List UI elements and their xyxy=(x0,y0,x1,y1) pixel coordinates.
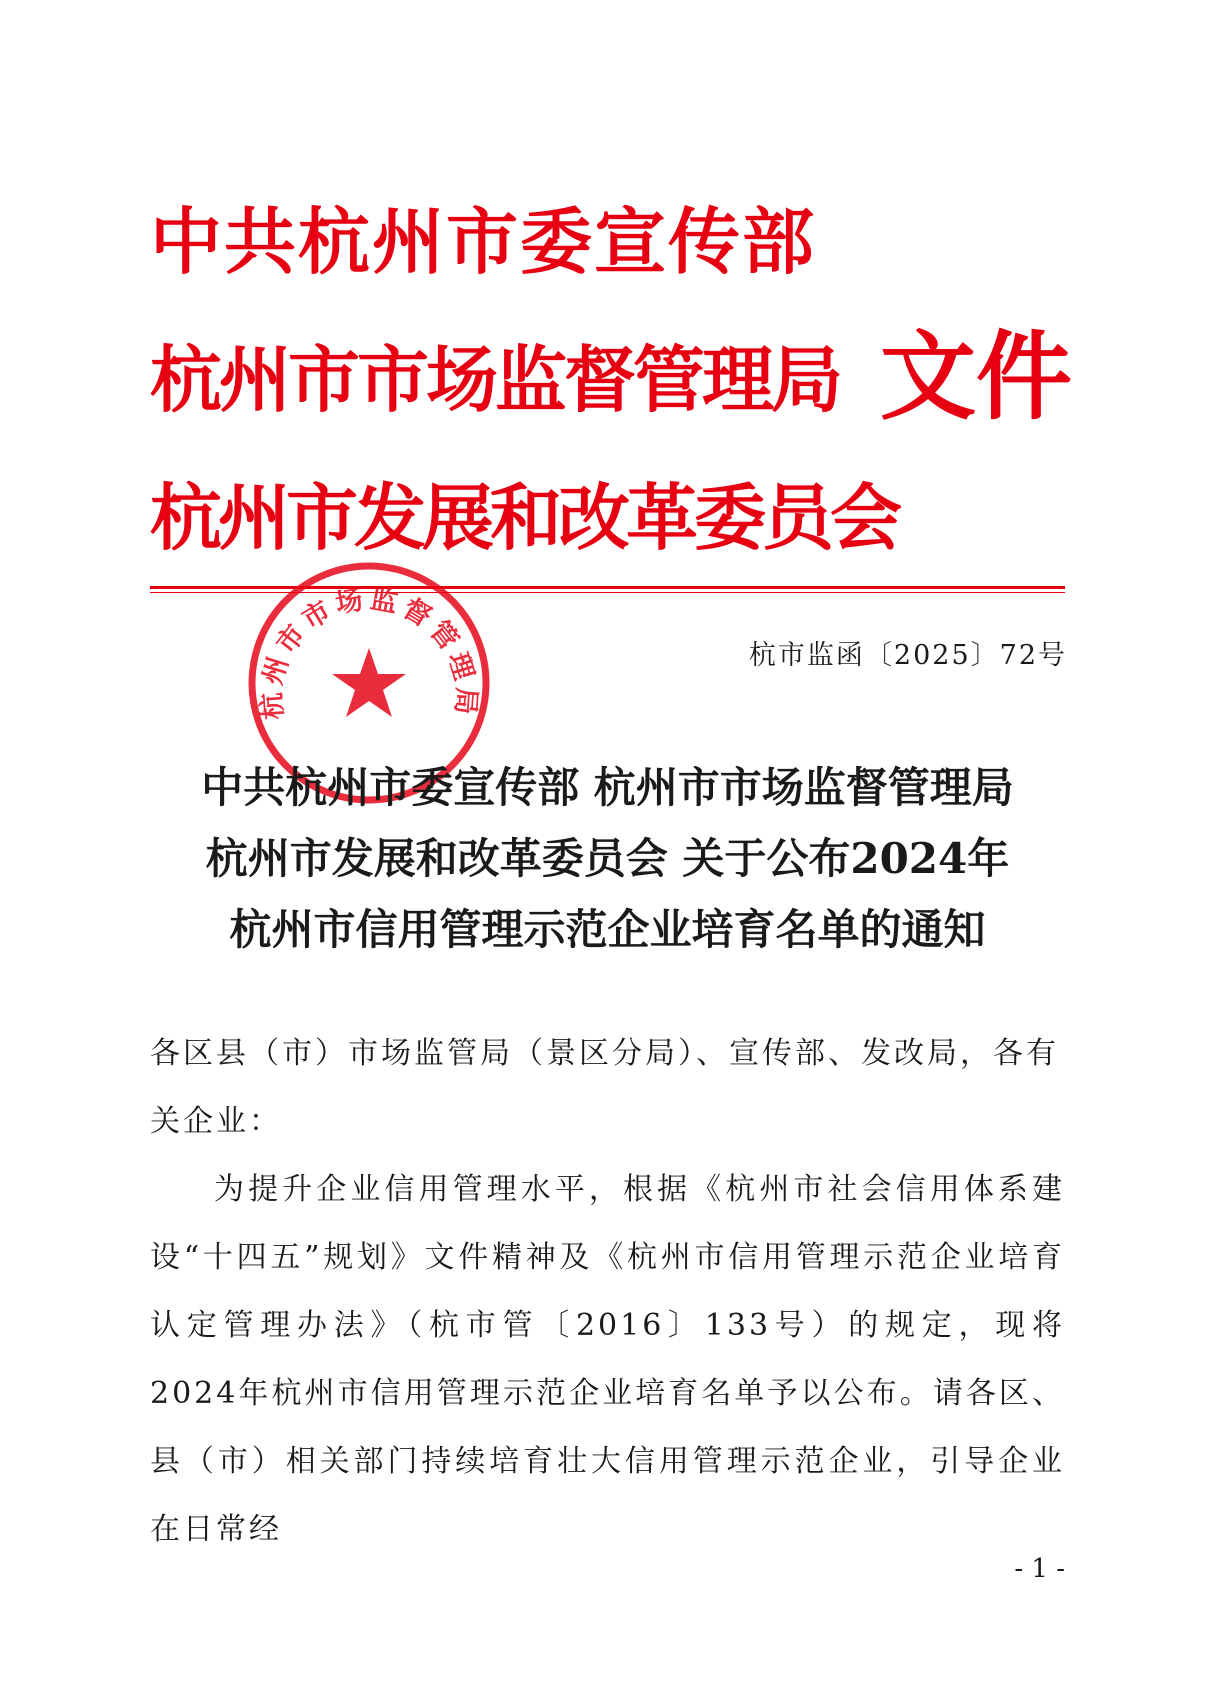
title-line-1: 中共杭州市委宣传部 杭州市市场监督管理局 xyxy=(201,763,1014,812)
body-paragraph: 为提升企业信用管理水平，根据《杭州市社会信用体系建设“十四五”规划》文件精神及《杭州市信用管理示范企业培育认定管理办法》（杭市管〔2016〕133号）的规定，现将2024年杭州市信用管理示范企业培育名单予以公布。请各区、县（市）相关部门持续培育壮大信用管理示范企业，引导企业在日常经 xyxy=(150,1172,1065,1547)
document-mark: 文件 xyxy=(880,320,1072,433)
issuing-org-1: 中共杭州市委宣传部 xyxy=(150,200,817,284)
title-line-2: 杭州市发展和改革委员会 关于公布2024年 xyxy=(205,834,1010,883)
salutation: 各区县（市）市场监管局（景区分局）、宣传部、发改局，各有关企业： xyxy=(150,1036,1059,1139)
issuing-org-2: 杭州市市场监督管理局 xyxy=(150,338,841,422)
issuing-org-3: 杭州市发展和改革委员会 xyxy=(150,476,899,560)
document-number: 杭市监函〔2025〕72号 xyxy=(748,640,1067,671)
title-line-3: 杭州市信用管理示范企业培育名单的通知 xyxy=(229,905,986,954)
page-number: - 1 - xyxy=(1014,1554,1065,1584)
seal-star-icon xyxy=(332,648,406,717)
notice-title xyxy=(150,752,1065,965)
seal-ring-text: 杭州市市场监督管理局 xyxy=(256,583,482,721)
